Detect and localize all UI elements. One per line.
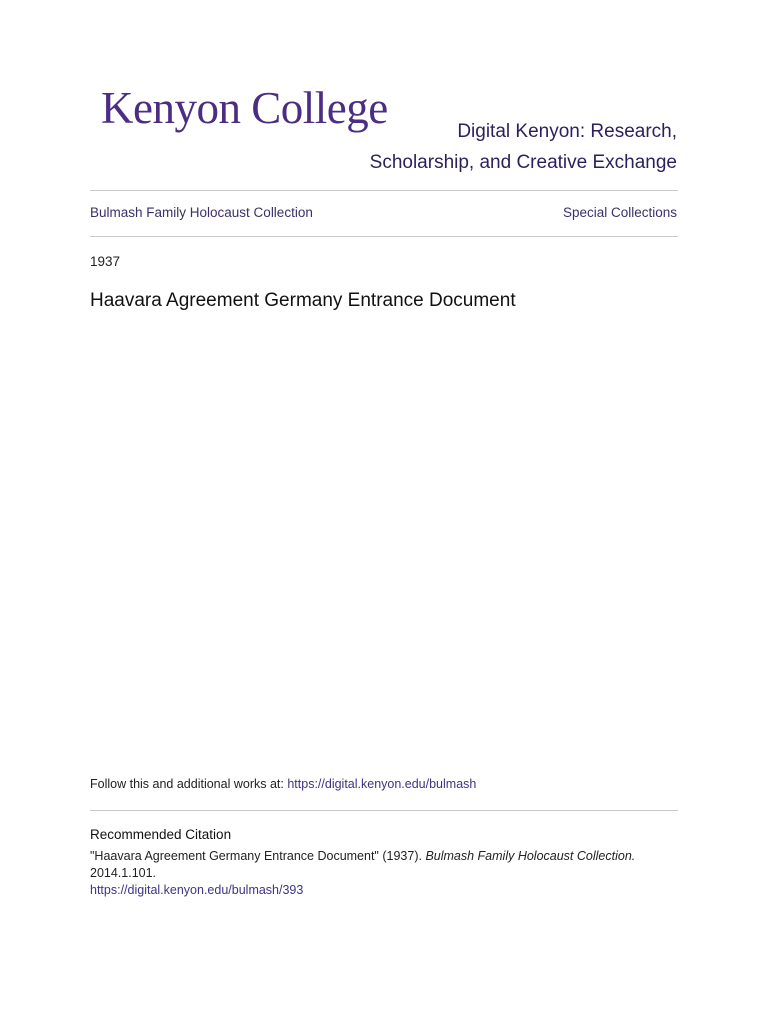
- divider-breadcrumb: [90, 236, 678, 237]
- breadcrumb-collection-link[interactable]: Bulmash Family Holocaust Collection: [90, 205, 313, 220]
- follow-line: [90, 777, 476, 791]
- citation-text: "Haavara Agreement Germany Entrance Document" (1937).: [90, 849, 422, 863]
- item-title: Haavara Agreement Germany Entrance Document: [90, 290, 516, 311]
- kenyon-college-logo[interactable]: Kenyon College: [101, 83, 388, 133]
- repository-title-line-1: Digital Kenyon: Research,: [457, 121, 677, 142]
- citation-block: [90, 848, 680, 899]
- divider-top: [90, 190, 678, 191]
- follow-label: Follow this and additional works at:: [90, 777, 284, 791]
- follow-collection-link[interactable]: https://digital.kenyon.edu/bulmash: [287, 777, 477, 791]
- recommended-citation-heading: Recommended Citation: [90, 827, 232, 842]
- repository-title[interactable]: [370, 116, 677, 178]
- citation-line-1: [90, 848, 680, 865]
- repository-title-line-2: Scholarship, and Creative Exchange: [369, 152, 677, 173]
- citation-collection: Bulmash Family Holocaust Collection.: [425, 849, 636, 863]
- divider-citation: [90, 810, 678, 811]
- citation-identifier: 2014.1.101.: [90, 866, 157, 880]
- item-year: 1937: [90, 254, 121, 269]
- citation-item-link[interactable]: https://digital.kenyon.edu/bulmash/393: [90, 883, 304, 897]
- breadcrumb-special-collections-link[interactable]: Special Collections: [562, 205, 677, 220]
